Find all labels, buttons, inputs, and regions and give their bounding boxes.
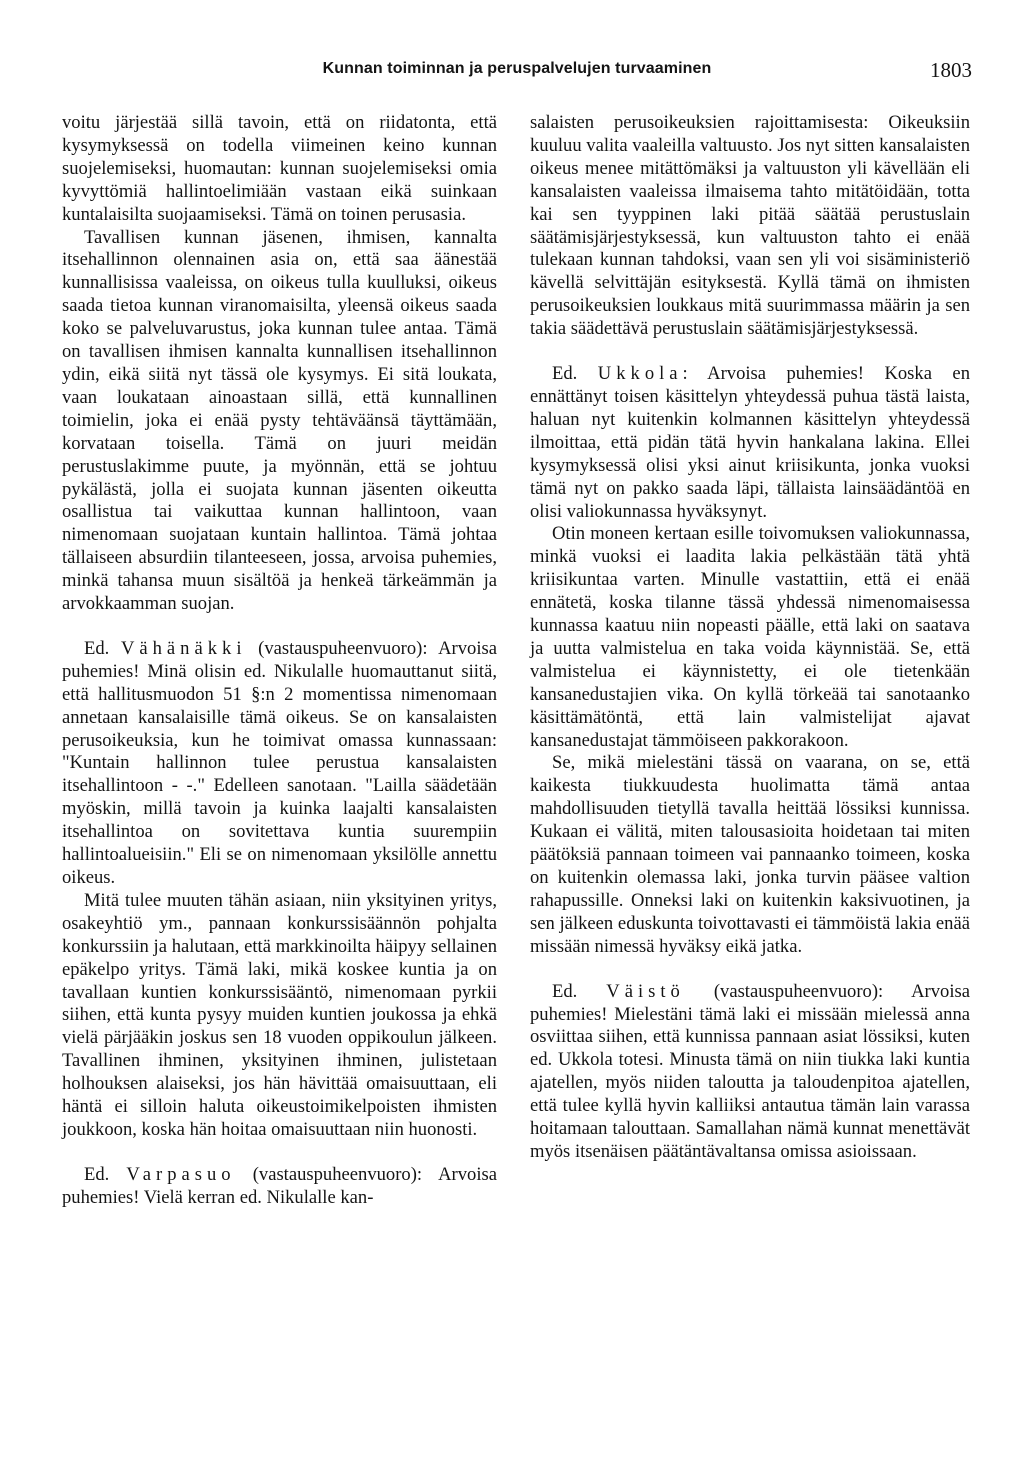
speech-entry xyxy=(530,981,970,1164)
speaker-name: Väistö xyxy=(606,980,685,1002)
speech-text: (vastauspuheenvuoro): Arvoisa puhemies! Mielestäni tämä laki ei missään mielessä anna osviittaa siihen, että kunnissa pannaan asiat lössiksi, kuten ed. Ukkola totesi. Minusta tämä on niin tiukka laki kuntia ajatellen, myös niiden taloutta ja taloudenpitoa ajatellen, että tulee kyllä hyvin kalliiksi antautua tämän lain varassa hoitamaan talouttaan. Samallahan nämä kunnat menettävät myös itsenäisen päätäntävaltansa omissa asioissaan. xyxy=(530,980,971,1162)
speech-entry xyxy=(530,363,970,523)
paragraph: salaisten perusoikeuksien rajoittamisesta: Oikeuksiin kuuluu valita vaaleilla valtuusto. Jos nyt sitten kansalaisten oikeus menee mitättömäksi ja valtuuston yli kävellään eli kansalaisten vaaleissa ilmaisema tahto mitätöidään, totta kai sen tyyppinen laki pitää säätää perustuslain säätämisjärjestyksessä, kun valtuuston tahto ei enää tulekaan kunnan tahdoksi, vaan sen yli voi sisäministeriö kävellä selvittäjän esityksestä. Kyllä tämä on ihmisten perusoikeuksien loukkaus mitä suurimmassa määrin ja sen takia säädettävä perustuslain säätämisjärjestyksessä. xyxy=(530,112,970,340)
speech-text: (vastauspuheenvuoro): Arvoisa puhemies! Minä olisin ed. Nikulalle huomauttanut siitä, että hallitusmuodon 51 §:n 2 momentissa nimenomaan annetaan kansalaisille tämä oikeus. Se on kansalaisten perusoikeuksia, kun he toimivat omassa kunnassaan: "Kuntain hallinnon tulee perustua kansalaisten itsehallintoon - -." Edelleen sanotaan. "Lailla säädetään myöskin, millä tavoin ja kuinka laajalti kansalaisten itsehallintoa on sovitettava kuntia suurempiin hallintoalueisiin." Eli se on nimenomaan yksilölle annettu oikeus. xyxy=(62,637,497,888)
speaker-name: Varpasuo xyxy=(126,1163,236,1185)
page-header xyxy=(62,58,972,88)
speaker-name: Ukkola xyxy=(597,363,683,385)
speech-entry xyxy=(62,1164,497,1210)
speaker-prefix: Ed. xyxy=(552,980,578,1002)
speaker-prefix: Ed. xyxy=(552,363,578,385)
speech-entry xyxy=(62,638,497,890)
paragraph: Otin moneen kertaan esille toivomuksen valiokunnassa, minkä vuoksi ei laadita lakia pelkästään tätä yhtä kriisikuntaa varten. Minulle vastattiin, että ei enää ennätetä, koska tilanne tässä yhdessä nimenomaisessa kunnassa kaatuu niin nopeasti päälle, että laki on saatava ja uutta valmistelua en taka voida käynnistää. Se, että valmistelua ei käynnistetty, ei ole tietenkään kansanedustajien vika. On kyllä törkeää tai sanotaanko käsittämätöntä, että lain valmistelijat ajavat kansanedustajat tämmöiseen pakkorakoon. xyxy=(530,523,970,751)
right-column xyxy=(530,112,970,1164)
speech-text: : Arvoisa puhemies! Koska en ennättänyt toisen käsittelyn yhteydessä puhua tästä laista, haluan nyt kuitenkin kolmannen käsittelyn yhteydessä ilmoittaa, että pidän tätä hyvin hankalana lakina. Ellei kysymyksessä olisi yksi ainut kriisikunta, jonka vuoksi tämä nyt on pakko saada läpi, tällaista lainsäädäntöä en olisi valiokunnassa hyväksynyt. xyxy=(530,363,970,522)
paragraph: Mitä tulee muuten tähän asiaan, niin yksityinen yritys, osakeyhtiö ym., pannaan konkurssisäännön pohjalta konkurssiin ja halutaan, että markkinoilta häipyy sellainen epäkelpo yritys. Tämä laki, mikä koskee kuntia ja on tavallaan kuntien konkurssisääntö, nimenomaan pyrkii siihen, että kunta pysyy muiden kuntien joukossa ja ehkä vielä pärjääkin joskus sen 18 vuoden oppikoulun jälkeen. Tavallinen ihminen, yksityinen ihminen, julistetaan holhouksen alaiseksi, jos hän hävittää omaisuuttaan, eli häntä ei silloin haluta oikeustoimikelpoisten ihmisten joukkoon, koska hän hoitaa omaisuuttaan niin huonosti. xyxy=(62,889,497,1140)
speech-text: (vastauspuheenvuoro): Arvoisa puhemies! Vielä kerran ed. Nikulalle kan- xyxy=(62,1163,497,1208)
left-column xyxy=(62,112,497,1210)
page-number: 1803 xyxy=(930,58,972,82)
speaker-prefix: Ed. xyxy=(84,637,110,659)
paragraph: Se, mikä mielestäni tässä on vaarana, on se, että kaikesta tiukkuudesta huolimatta tämä antaa mahdollisuuden tietyllä tavalla heittää lössiksi kunnissa. Kukaan ei välitä, miten talousasioita hoidetaan tai miten päätöksiä pannaan toimeen vai pannaanko toimeen, koska on kuitenkin olemassa laki, jonka turvin pääsee valtion rahapussille. Onneksi laki on kuitenkin kaksivuotinen, ja sen jälkeen eduskunta toivottavasti ei tämmöistä lakia enää missään nimessä hyväksy eikä jatka. xyxy=(530,752,970,957)
paragraph: voitu järjestää sillä tavoin, että on riidatonta, että kysymyksessä on todella viimeinen keino kunnan suojelemiseksi, huomautan: kunnan suojelemiseksi omia kyvyttömiä hallintoelimiään vastaan eikä suinkaan kuntalaisilta suojaamiseksi. Tämä on toinen perusasia. xyxy=(62,112,497,225)
speaker-prefix: Ed. xyxy=(84,1163,110,1185)
running-title: Kunnan toiminnan ja peruspalvelujen turvaaminen xyxy=(322,60,712,77)
paragraph: Tavallisen kunnan jäsenen, ihmisen, kannalta itsehallinnon olennainen asia on, että saa äänestää kunnallisissa vaaleissa, on oikeus tulla kuulluksi, oikeus saada tietoa kunnan viranomaisilta, yleensä oikeus saada koko se palveluvarustus, joka kunnan tulee antaa. Tämä on tavallisen ihmisen kannalta kunnallisen itsehallinnon ydin, eikä siitä nyt tässä ole kysymys. Ei sitä loukata, vaan loukataan ainoastaan sillä, että kunnallinen toimielin, joka ei enää pysty tehtäväänsä täyttämään, korvataan toisella. Tämä on juuri meidän perustuslakimme puute, ja myönnän, että se johtuu pykälästä, jolla ei suojata kunnan jäsenten oikeutta osallistua tai vaikuttaa kunnan hallintoon, vaan nimenomaan suojataan kuntain hallintoa. Tämä johtaa tällaiseen absurdiin tilanteeseen, jossa, arvoisa puhemies, minkä tahansa muun sisältöä ja henkeä tärkeämmän ja arvokkaamman suojan. xyxy=(62,226,497,615)
speaker-name: Vähänäkki xyxy=(120,637,247,659)
